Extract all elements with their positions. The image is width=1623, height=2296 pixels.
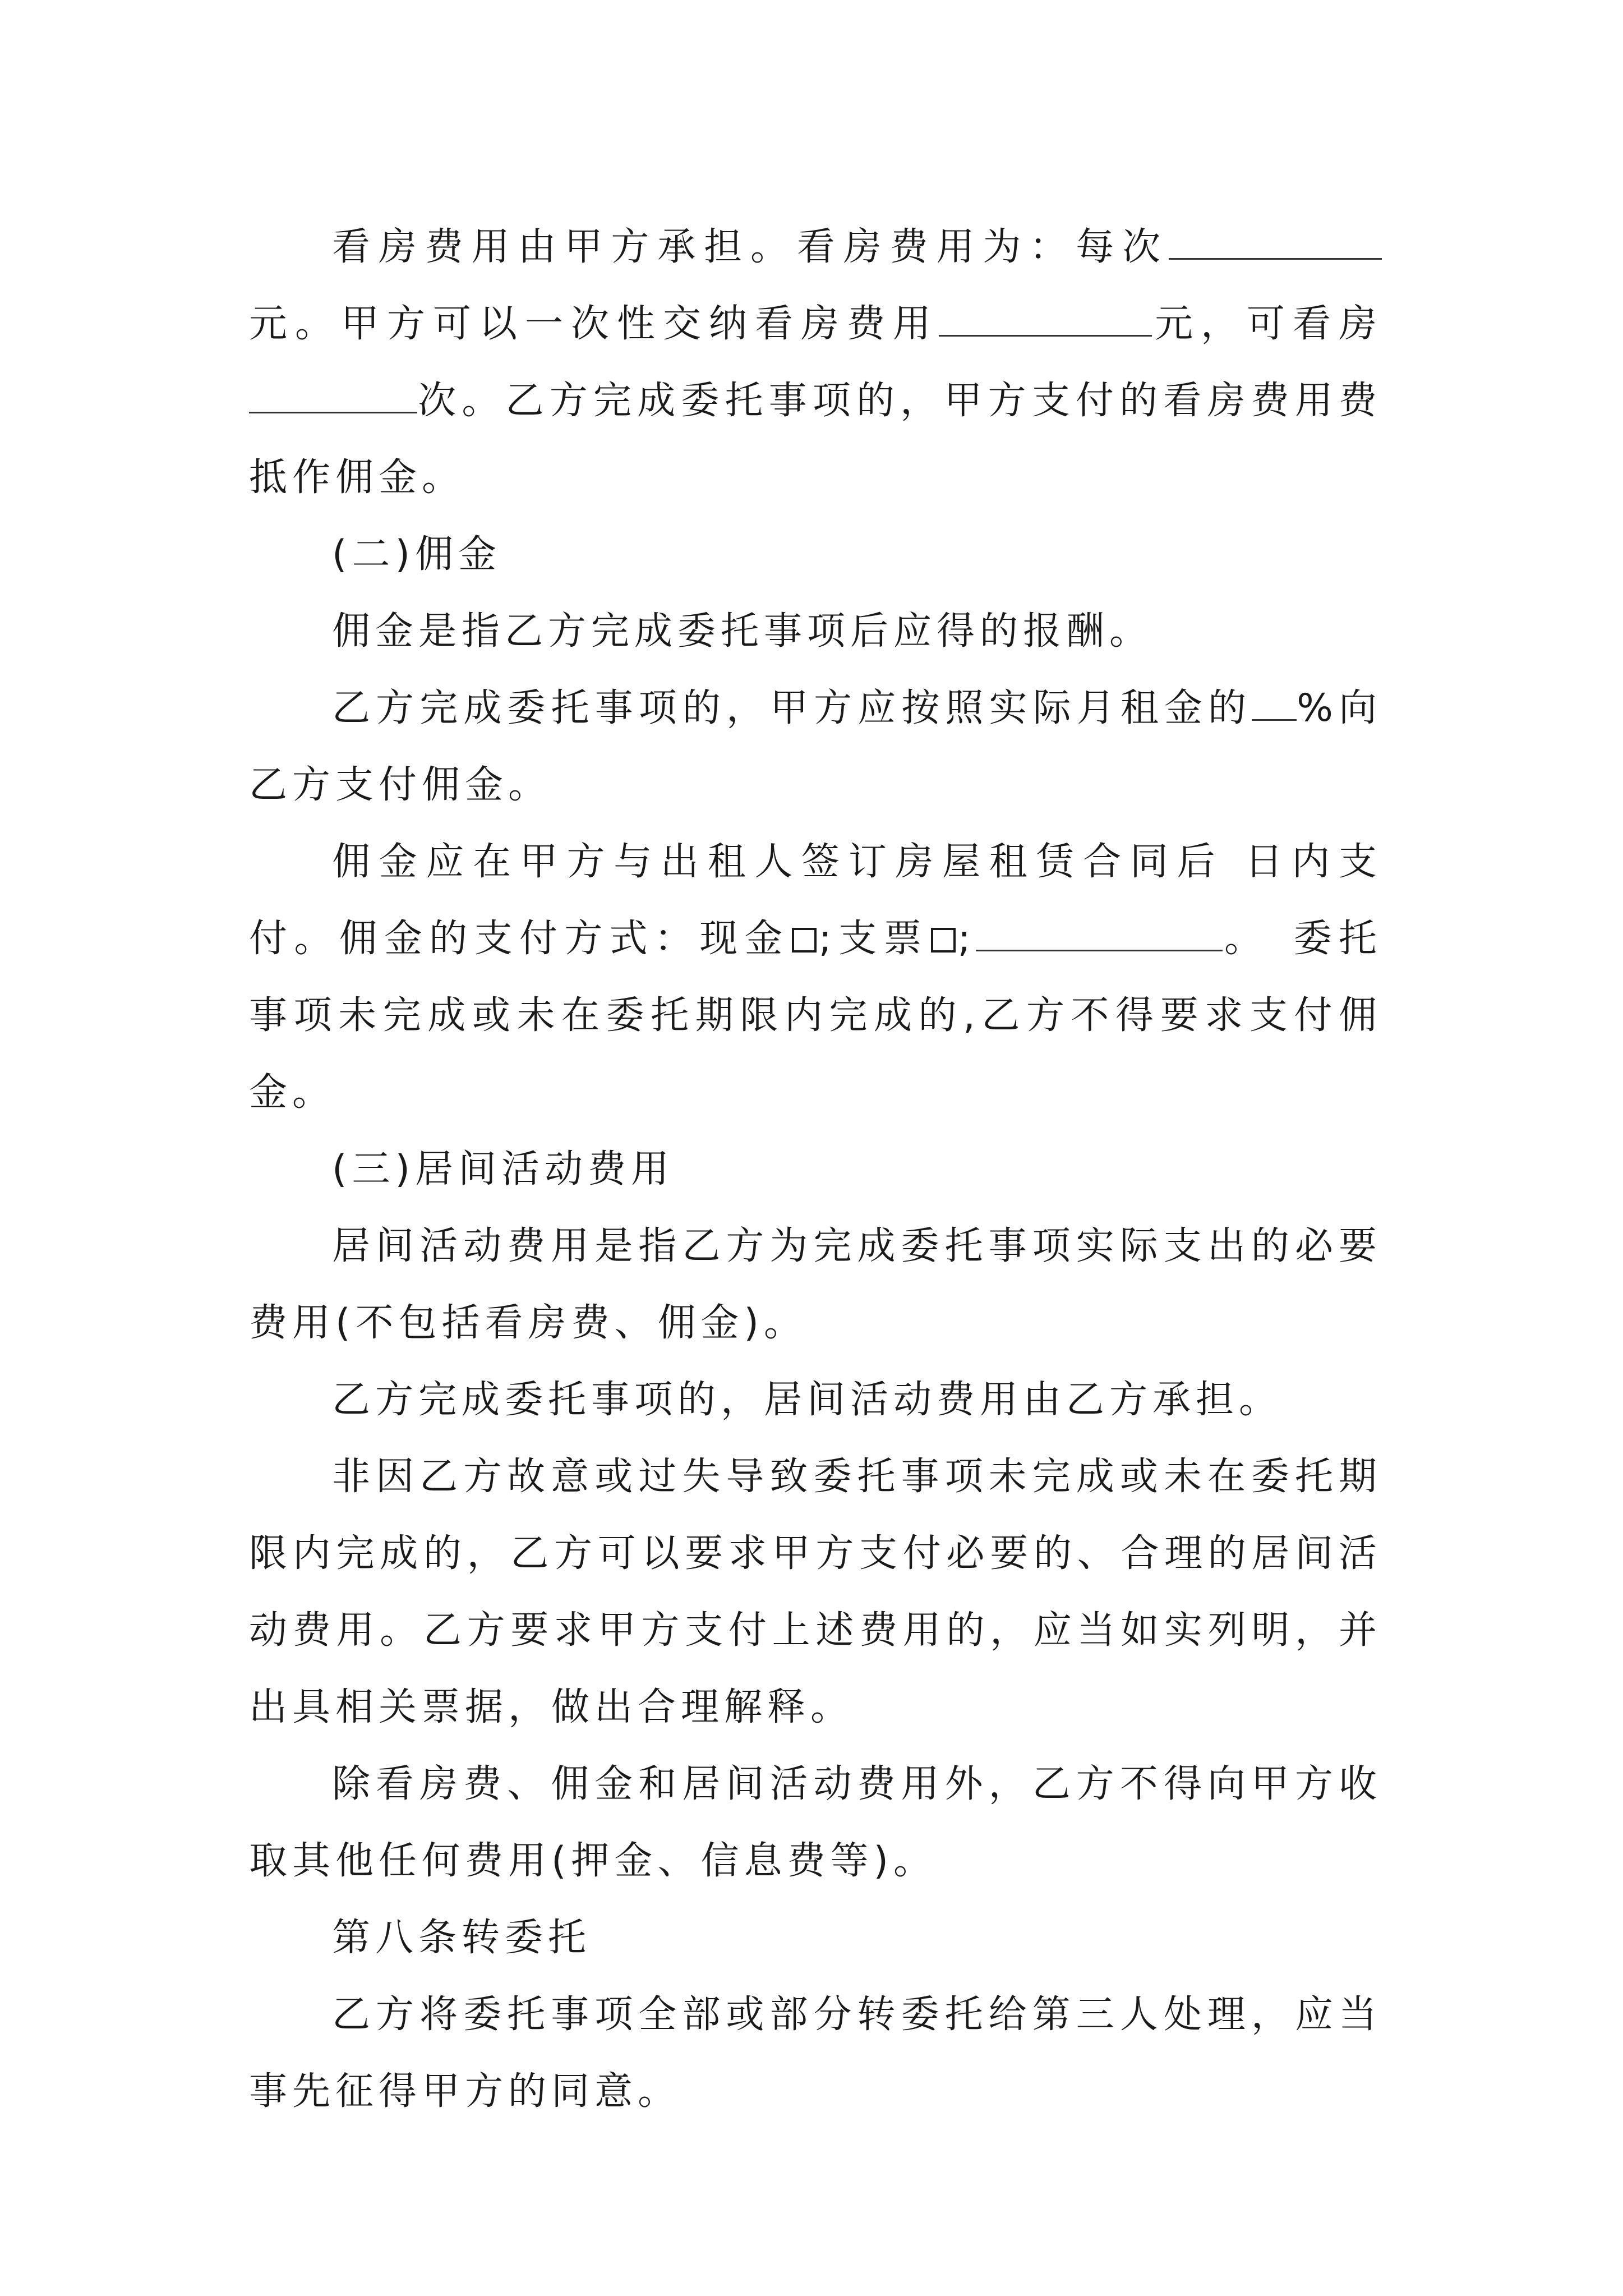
commission-payment-text-1: 佣金应在甲方与出租人签订房屋租赁合同后 日内支付。佣金的支付方式：现金 (249, 840, 1382, 961)
commission-payment-paragraph (249, 823, 1382, 1131)
no-other-fees-paragraph: 除看房费、佣金和居间活动费用外，乙方不得向甲方收取其他任何费用(押金、信息费等)。 (249, 1762, 1382, 1883)
viewing-fee-text-3: 元，可看房 (1151, 302, 1382, 346)
commission-payment-text-5: 委托事项未完成或未在委托期限内完成的,乙方不得要求支付佣金。 (249, 917, 1382, 1115)
commission-heading: (二)佣金 (332, 532, 502, 577)
commission-payment-text-4: 。 (1222, 917, 1270, 961)
commission-rate-text-1: 乙方完成委托事项的，甲方应按照实际月租金的 (332, 686, 1252, 730)
viewing-fee-text-4: 次。乙方完成委托事项的，甲方支付的看房费用费抵作佣金。 (249, 379, 1382, 500)
commission-definition: 佣金是指乙方完成委托事项后应得的报酬。 (332, 609, 1153, 654)
cheque-checkbox[interactable] (931, 928, 956, 953)
viewing-fee-text-1: 看房费用由甲方承担。看房费用为：每次 (332, 225, 1169, 269)
intermediary-bear-paragraph: 乙方完成委托事项的，居间活动费用由乙方承担。 (332, 1378, 1283, 1422)
cash-checkbox[interactable] (792, 928, 817, 953)
intermediary-heading: (三)居间活动费用 (332, 1147, 675, 1191)
lump-sum-fee-blank (939, 302, 1152, 337)
commission-rate-paragraph (249, 670, 1382, 823)
commission-rate-blank (1252, 687, 1297, 721)
commission-payment-text-2: ;支票 (818, 917, 929, 961)
document-body (249, 209, 1382, 2130)
fee-per-viewing-blank (1169, 226, 1382, 260)
commission-rate-text-2: %向乙方支付佣金。 (249, 686, 1382, 807)
intermediary-definition: 居间活动费用是指乙方为完成委托事项实际支出的必要费用(不包括看房费、佣金)。 (249, 1224, 1382, 1345)
viewing-fee-text-2: 元。甲方可以一次性交纳看房费用 (249, 302, 939, 346)
commission-payment-text-3: ; (957, 917, 976, 961)
viewing-fee-paragraph (249, 209, 1382, 516)
other-payment-method-blank (976, 917, 1223, 951)
intermediary-claim-paragraph: 非因乙方故意或过失导致委托事项未完成或未在委托期限内完成的，乙方可以要求甲方支付必要的、合理的居间活动费用。乙方要求甲方支付上述费用的，应当如实列明，并出具相关票据，做出合理解释。 (249, 1455, 1382, 1729)
viewing-count-blank (249, 379, 417, 413)
article-8-paragraph: 乙方将委托事项全部或部分转委托给第三人处理，应当事先征得甲方的同意。 (249, 1993, 1382, 2114)
article-8-heading: 第八条转委托 (332, 1916, 592, 1960)
